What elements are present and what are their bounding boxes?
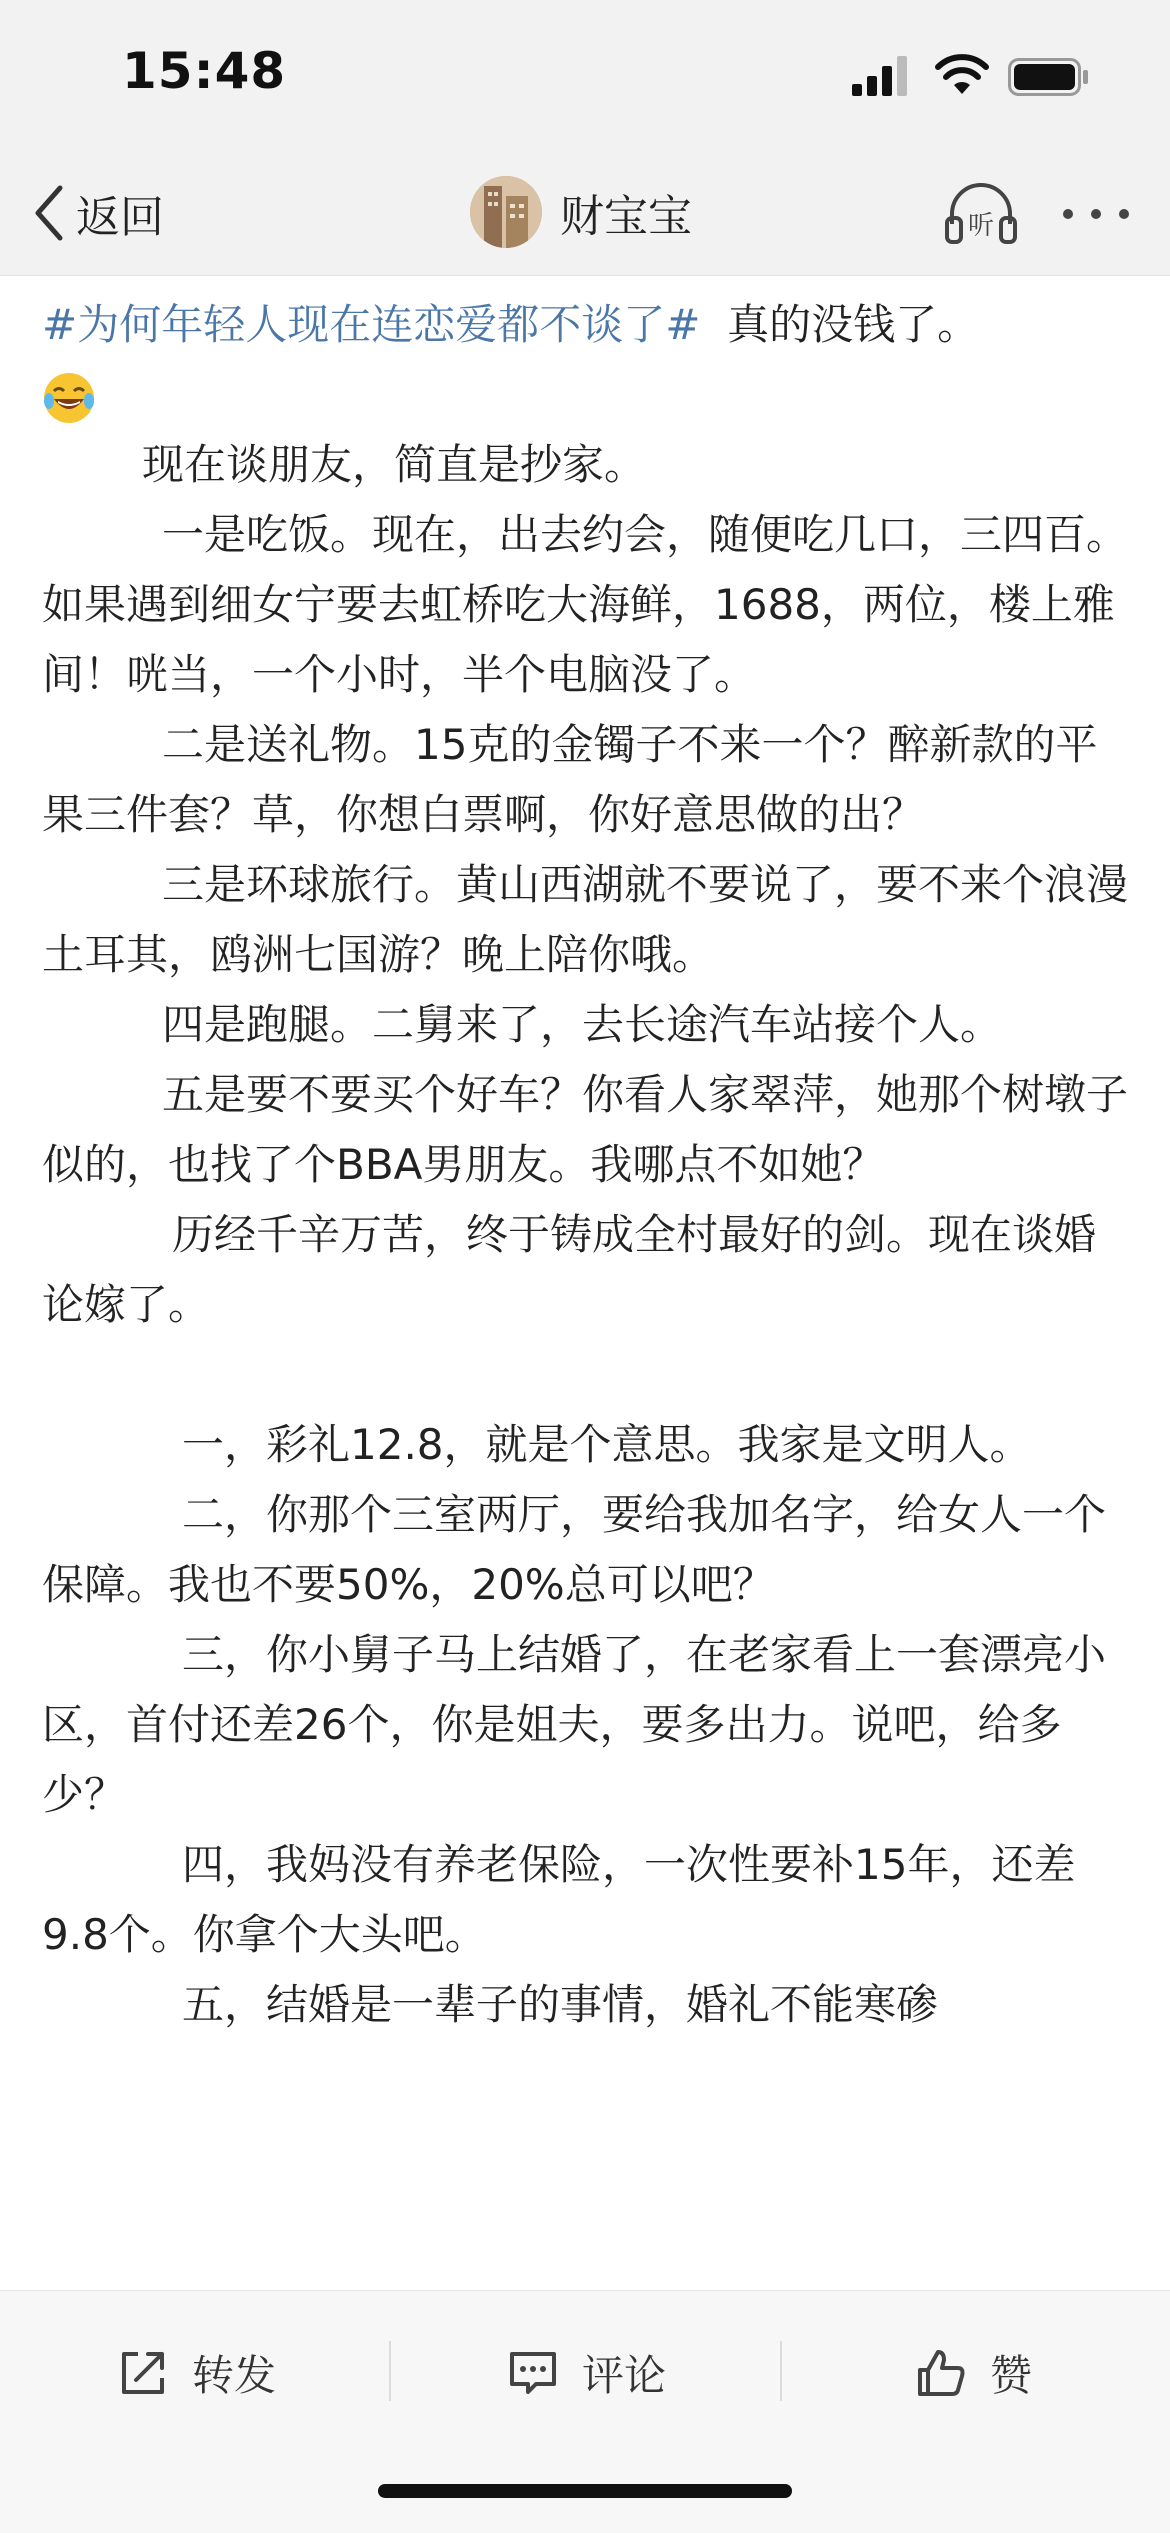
nav-bar xyxy=(0,150,1170,276)
headline-text: 真的没钱了。 xyxy=(727,300,980,349)
post-paragraph: 二，你那个三室两厅，要给我加名字，给女人一个保障。我也不要50%，20%总可以吧？ xyxy=(42,1490,1107,1609)
post-headline xyxy=(42,290,1132,430)
repost-button[interactable] xyxy=(116,2331,276,2415)
like-button[interactable] xyxy=(914,2331,1032,2415)
listen-label: 听 xyxy=(967,211,995,241)
post-paragraph: 四，我妈没有养老保险，一次性要补15年，还差9.8个。你拿个大头吧。 xyxy=(42,1840,1076,1959)
like-label: 赞 xyxy=(990,2351,1033,2400)
avatar-building-image xyxy=(470,176,542,248)
repost-label: 转发 xyxy=(192,2351,277,2400)
post-paragraph: 五，结婚是一辈子的事情，婚礼不能寒碜 xyxy=(182,1980,939,2029)
topic-link[interactable]: #为何年轻人现在连恋爱都不谈了# xyxy=(42,300,701,349)
post-paragraph: 五是要不要买个好车？你看人家翠萍，她那个树墩子似的，也找了个BBA男朋友。我哪点不如她？ xyxy=(42,1070,1129,1189)
post-paragraph: 一是吃饭。现在，出去约会，随便吃几口，三四百。如果遇到细女宁要去虹桥吃大海鲜，1688，两位，楼上雅间！咣当，一个小时，半个电脑没了。 xyxy=(42,510,1129,699)
more-button[interactable] xyxy=(1058,194,1134,234)
avatar[interactable] xyxy=(470,176,542,248)
page-title: 财宝宝 xyxy=(560,191,692,242)
post-paragraph: 四是跑腿。二舅来了，去长途汽车站接个人。 xyxy=(162,1000,1003,1049)
back-label: 返回 xyxy=(76,192,164,243)
post-paragraph: 历经千辛万苦，终于铸成全村最好的剑。现在谈婚论嫁了。 xyxy=(42,1210,1097,1329)
chevron-left-icon xyxy=(30,180,70,246)
battery-icon xyxy=(1008,58,1090,96)
post-paragraph: 一，彩礼12.8，就是个意思。我家是文明人。 xyxy=(182,1420,1032,1469)
comment-button[interactable] xyxy=(506,2331,666,2415)
status-bar xyxy=(0,0,1170,150)
laughing-tears-icon xyxy=(42,371,96,425)
post-paragraph: 三，你小舅子马上结婚了，在老家看上一套漂亮小区，首付还差26个，你是姐夫，要多出力。说吧，给多少？ xyxy=(42,1630,1107,1819)
comment-icon xyxy=(506,2346,560,2400)
share-icon xyxy=(116,2346,170,2400)
post-paragraph: 三是环球旅行。黄山西湖就不要说了，要不来个浪漫土耳其，鸥洲七国游？晚上陪你哦。 xyxy=(42,860,1129,979)
more-dots-icon xyxy=(1058,194,1134,234)
toolbar-divider xyxy=(780,2341,782,2401)
toolbar-divider xyxy=(389,2341,391,2401)
cellular-signal-icon xyxy=(852,56,908,96)
wifi-icon xyxy=(934,52,990,96)
nav-profile[interactable] xyxy=(470,170,692,254)
blank-line xyxy=(42,1340,1132,1410)
listen-button[interactable] xyxy=(942,178,1020,250)
comment-label: 评论 xyxy=(582,2351,667,2400)
post-paragraph: 现在谈朋友，简直是抄家。 xyxy=(142,440,647,489)
post-paragraph: 二是送礼物。15克的金镯子不来一个？醉新款的平果三件套？草，你想白票啊，你好意思做的出？ xyxy=(42,720,1098,839)
home-indicator[interactable] xyxy=(378,2484,792,2498)
headphones-icon xyxy=(942,178,1020,250)
status-time: 15:48 xyxy=(122,42,287,100)
thumbs-up-icon xyxy=(914,2346,968,2400)
back-button[interactable] xyxy=(30,178,164,248)
post-content xyxy=(42,290,1132,2040)
